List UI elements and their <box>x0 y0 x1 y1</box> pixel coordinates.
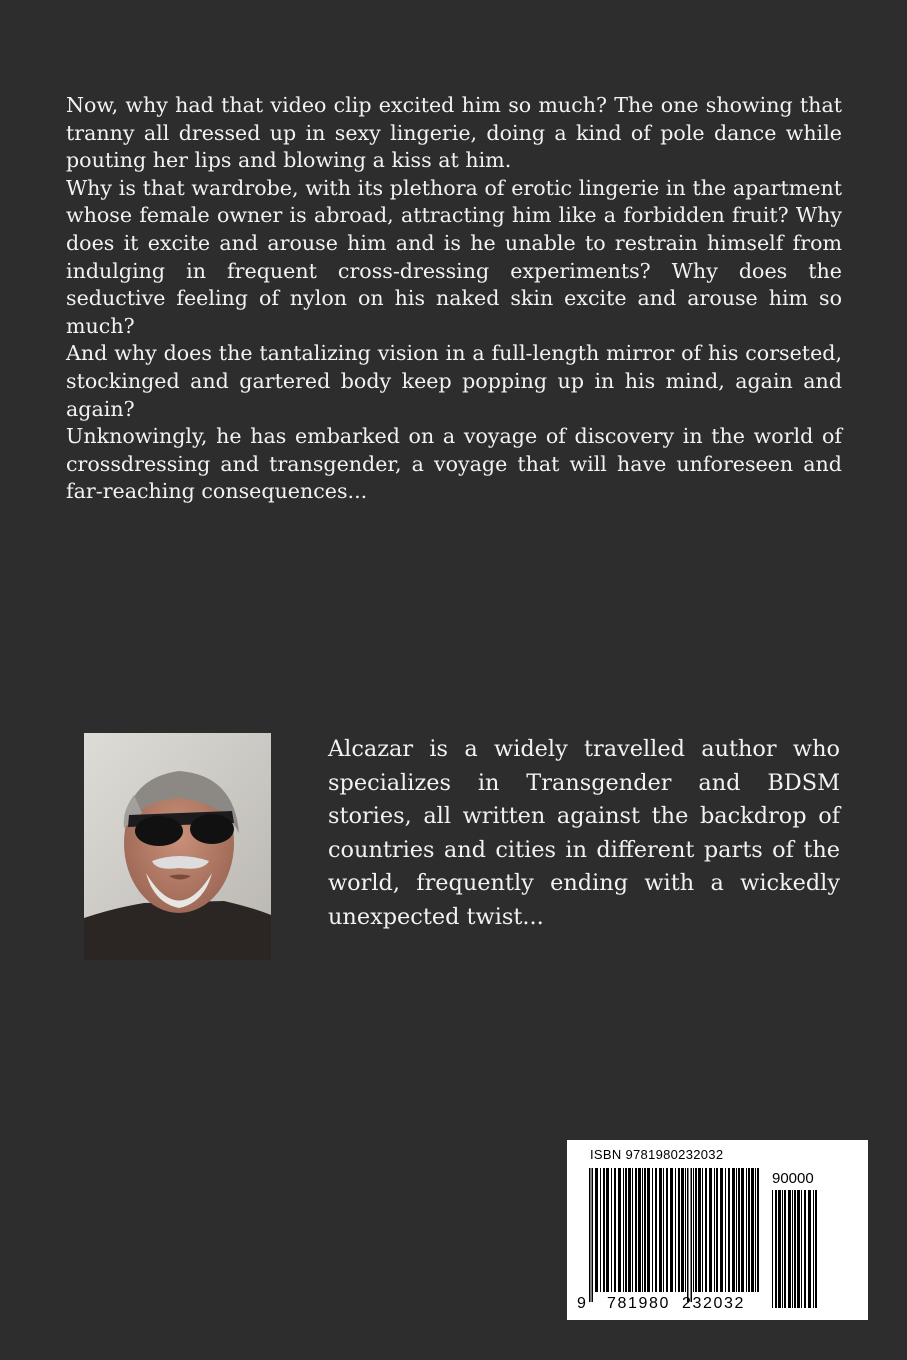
barcode-bar <box>813 1190 814 1308</box>
barcode-bar <box>695 1168 697 1292</box>
barcode-bar <box>755 1168 756 1292</box>
barcode-bar <box>716 1168 718 1292</box>
author-bio: Alcazar is a widely travelled author who specializes in Transgender and BDSM stories, all written against the backdrop of countries and cities in different parts of the world, frequently ending with a wickedly unexpected twist... <box>328 736 840 930</box>
barcode-bar <box>794 1190 796 1308</box>
barcode-bar <box>788 1190 791 1308</box>
barcode-bar <box>797 1190 800 1308</box>
author-portrait-image <box>84 733 271 960</box>
barcode-bar <box>681 1168 684 1292</box>
barcode-bar <box>606 1168 609 1292</box>
barcode-bar <box>728 1168 730 1292</box>
barcode-bar <box>808 1190 811 1308</box>
blurb-paragraph: Unknowingly, he has embarked on a voyage of discovery in the world of crossdressing and transgender, a voyage that will have unforeseen and far-reaching consequences... <box>66 424 842 504</box>
barcode-bar <box>778 1190 781 1308</box>
barcode-bar <box>746 1168 747 1292</box>
author-photo <box>84 733 271 960</box>
blurb-paragraph: And why does the tantalizing vision in a full-length mirror of his corseted, stockinged and gartered body keep popping up in his mind, again and again? <box>66 341 842 421</box>
barcode-bar <box>804 1190 806 1308</box>
barcode-bar <box>709 1168 712 1292</box>
barcode-bar <box>655 1168 657 1292</box>
blurb-paragraph: Why is that wardrobe, with its plethora of erotic lingerie in the apartment whose female owner is abroad, attracting him like a forbidden fruit? Why does it excite and arouse him and is he unable to restrain himself from indulging in frequent cross-dressing experiments? Why does the seductive feeling of nylon on his naked skin excite and arouse him so much? <box>66 175 842 338</box>
barcode-bar <box>652 1168 653 1292</box>
barcode-bar <box>614 1168 616 1292</box>
barcode-bar <box>775 1190 777 1308</box>
barcode-bar <box>675 1168 676 1292</box>
barcode-bar <box>638 1168 641 1292</box>
barcode-bar <box>642 1168 643 1292</box>
barcode-bar <box>595 1168 598 1292</box>
barcode-bar <box>784 1190 786 1308</box>
blurb-paragraph: Now, why had that video clip excited him so much? The one showing that tranny all dressed up in sexy lingerie, doing a kind of pole dance while pouting her lips and blowing a kiss at him. <box>66 93 842 173</box>
barcode-bar <box>714 1168 715 1292</box>
barcode-bar <box>663 1168 664 1292</box>
barcode-bar <box>702 1168 703 1292</box>
barcode-bar <box>592 1168 594 1302</box>
barcode-bar <box>625 1168 627 1292</box>
barcode-bar <box>589 1168 591 1302</box>
barcode-bar <box>603 1168 605 1292</box>
barcode-bar <box>618 1168 621 1292</box>
barcode-bar <box>782 1190 783 1308</box>
barcode-bar <box>687 1168 689 1302</box>
barcode-bar <box>628 1168 631 1292</box>
barcode-bar <box>623 1168 624 1292</box>
barcode-bar <box>635 1168 637 1292</box>
barcode-bar <box>644 1168 646 1292</box>
barcode-bar <box>666 1168 668 1292</box>
barcode-digit-first: 9 <box>577 1295 586 1312</box>
barcode-bar <box>698 1168 701 1292</box>
barcode-bar <box>670 1168 673 1292</box>
barcode-bar <box>705 1168 707 1292</box>
barcode-bar <box>815 1190 817 1308</box>
barcode-bar <box>732 1168 735 1292</box>
barcode-bar <box>736 1168 737 1292</box>
barcode-bar <box>748 1168 750 1292</box>
barcode-bar <box>751 1168 754 1292</box>
barcode-bar <box>792 1190 793 1308</box>
barcode-digits-left: 781980 <box>607 1295 670 1312</box>
barcode-bar <box>659 1168 662 1292</box>
isbn-barcode <box>567 1140 868 1320</box>
barcode-bar <box>611 1168 612 1292</box>
barcode-bar <box>647 1168 650 1292</box>
barcode-bar <box>600 1168 601 1292</box>
barcode-bar <box>741 1168 744 1292</box>
price-code: 90000 <box>772 1170 814 1187</box>
barcode-bar <box>678 1168 680 1292</box>
barcode-bar <box>693 1168 694 1292</box>
barcode-bar <box>685 1168 686 1292</box>
barcode-bars <box>589 1168 761 1308</box>
back-cover-blurb <box>66 92 842 506</box>
barcode-bar <box>738 1168 740 1292</box>
barcode-bar <box>632 1168 633 1292</box>
barcode-bar <box>757 1168 759 1292</box>
barcode-digits-right: 232032 <box>682 1295 745 1312</box>
barcode-bar <box>772 1190 773 1308</box>
barcode-addon-bars <box>772 1190 820 1308</box>
barcode-bar <box>801 1190 802 1308</box>
barcode-bar <box>725 1168 726 1292</box>
isbn-label: ISBN 9781980232032 <box>590 1147 724 1162</box>
barcode-bar <box>691 1168 693 1302</box>
barcode-bar <box>720 1168 723 1292</box>
